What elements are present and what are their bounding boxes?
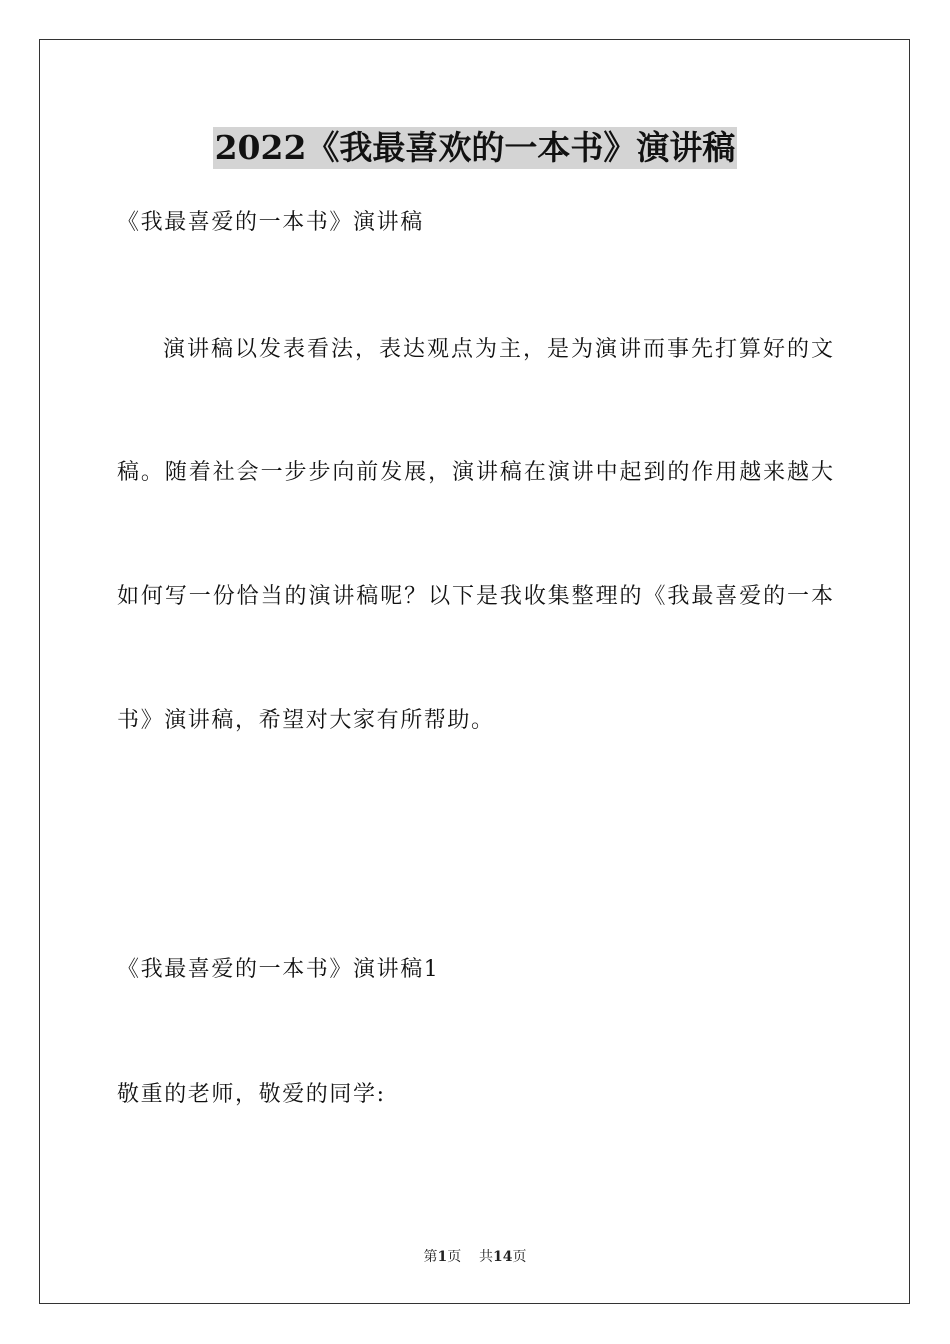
footer-page-prefix: 第: [423, 1249, 438, 1265]
section-heading: 《我最喜爱的一本书》演讲稿1: [117, 957, 440, 982]
intro-line-3: 如何写一份恰当的演讲稿呢？以下是我收集整理的《我最喜爱的一本: [117, 584, 833, 609]
document-title: 2022《我最喜欢的一本书》演讲稿: [214, 128, 736, 167]
intro-line-2: 稿。随着社会一步步向前发展，演讲稿在演讲中起到的作用越来越大: [117, 460, 833, 485]
footer-total-suffix: 页: [512, 1249, 527, 1265]
intro-line-4: 书》演讲稿，希望对大家有所帮助。: [117, 708, 495, 733]
footer-total-prefix: 共: [479, 1249, 494, 1265]
footer-total-pages: 14: [493, 1249, 513, 1265]
page-footer: [0, 1248, 950, 1266]
footer-page-number: 1: [437, 1249, 448, 1265]
footer-page-suffix: 页: [447, 1249, 462, 1265]
title-container: [0, 127, 950, 169]
greeting: 敬重的老师，敬爱的同学:: [117, 1082, 386, 1107]
document-subtitle: 《我最喜爱的一本书》演讲稿: [117, 210, 424, 235]
intro-line-1: 演讲稿以发表看法，表达观点为主，是为演讲而事先打算好的文: [163, 337, 833, 362]
